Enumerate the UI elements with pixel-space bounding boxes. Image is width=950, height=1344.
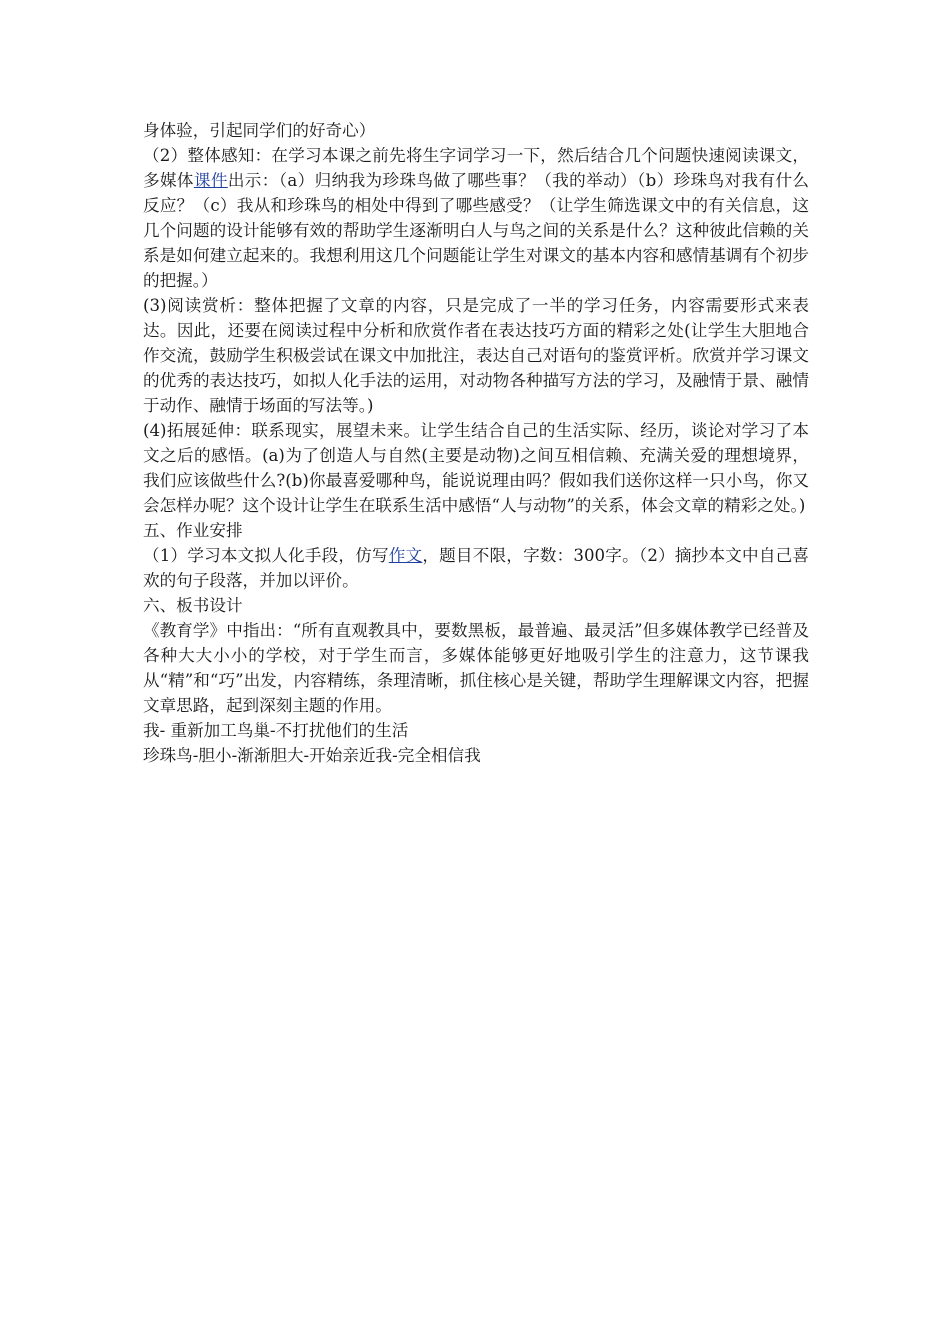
paragraph-homework — [143, 543, 809, 593]
section-heading-homework: 五、作业安排 — [143, 521, 243, 540]
paragraph-blackboard-design: 《教育学》中指出：“所有直观教具中，要数黑板，最普遍、最灵活”但多媒体教学已经普及各种大大小小的学校，对于学生而言，多媒体能够更好地吸引学生的注意力，这节课我从“精”和“巧”出发，内容精练，条理清晰，抓住核心是关键，帮助学生理解课文内容，把握文章思路，起到深刻主题的作用。 — [143, 621, 809, 715]
paragraph-extension: (4)拓展延伸：联系现实，展望未来。让学生结合自己的生活实际、经历，谈论对学习了本文之后的感悟。(a)为了创造人与自然(主要是动物)之间互相信赖、充满关爱的理想境界，我们应该做些什么?(b)你最喜爱哪种鸟，能说说理由吗？假如我们送你这样一只小鸟，你又会怎样办呢？这个设计让学生在联系生活中感悟“人与动物”的关系，体会文章的精彩之处。) — [143, 421, 809, 515]
paragraph-intro-end: 身体验，引起同学们的好奇心） — [143, 121, 376, 140]
document-page — [143, 118, 809, 768]
paragraph-text: （2）整体感知：在学习本课之前先将生字词学习一下，然后结合几个问题快速阅读课文，多媒体 — [143, 146, 809, 190]
section-heading-blackboard: 六、板书设计 — [143, 596, 243, 615]
paragraph-reading-appreciation: (3)阅读赏析：整体把握了文章的内容，只是完成了一半的学习任务，内容需要形式来表达。因此，还要在阅读过程中分析和欣赏作者在表达技巧方面的精彩之处(让学生大胆地合作交流，鼓励学生积极尝试在课文中加批注，表达自己对语句的鉴赏评析。欣赏并学习课文的优秀的表达技巧，如拟人化手法的运用，对动物各种描写方法的学习，及融情于景、融情于动作、融情于场面的写法等。) — [143, 296, 809, 415]
blackboard-line-me: 我- 重新加工鸟巢-不打扰他们的生活 — [143, 721, 409, 740]
paragraph-text: （1）学习本文拟人化手段，仿写 — [143, 546, 389, 565]
courseware-link[interactable]: 课件 — [193, 171, 228, 190]
composition-link[interactable]: 作文 — [388, 546, 423, 565]
blackboard-line-bird: 珍珠鸟-胆小-渐渐胆大-开始亲近我-完全相信我 — [143, 746, 481, 765]
paragraph-text: 出示：（a）归纳我为珍珠鸟做了哪些事？（我的举动）（b）珍珠鸟对我有什么反应？（c）我从和珍珠鸟的相处中得到了哪些感受？（让学生筛选课文中的有关信息，这几个问题的设计能够有效的帮助学生逐渐明白人与鸟之间的关系是什么？这种彼此信赖的关系是如何建立起来的。我想利用这几个问题能让学生对课文的基本内容和感情基调有个初步的把握。） — [143, 171, 810, 290]
paragraph-overall-perception — [143, 143, 809, 293]
paragraph-text: ，题目不限，字数：300字。（2）摘抄本文中自己喜欢的句子段落，并加以评价。 — [143, 546, 809, 590]
